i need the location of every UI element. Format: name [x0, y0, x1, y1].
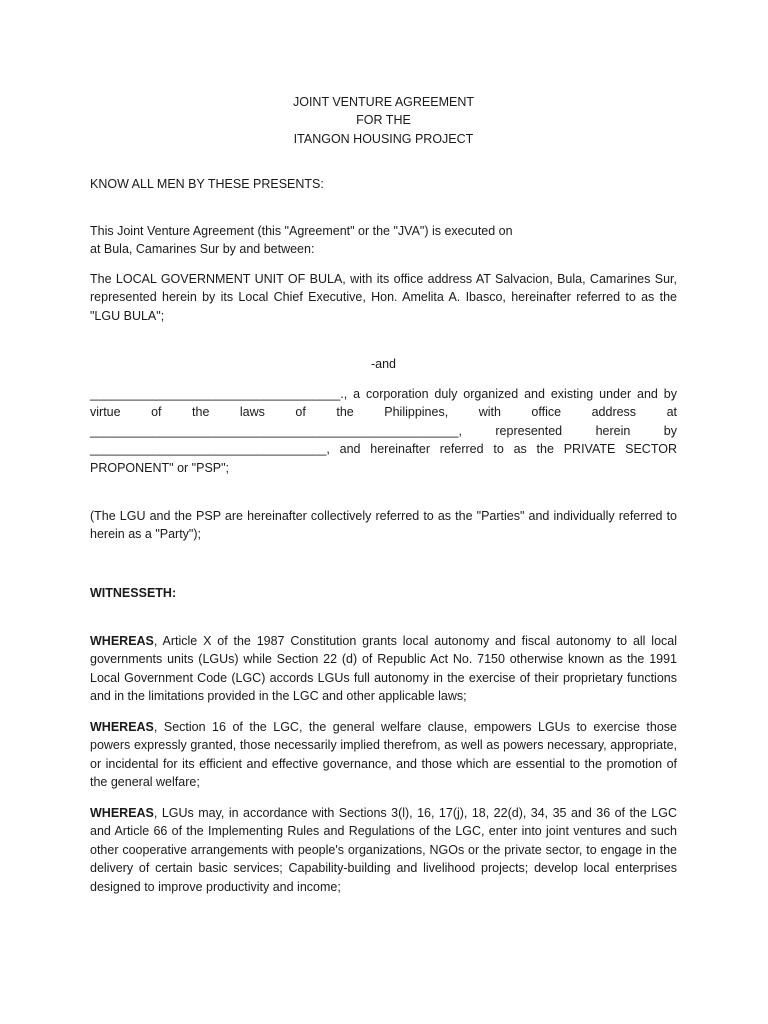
and-separator: -and	[370, 357, 397, 371]
psp-line-5: PROPONENT" or "PSP";	[90, 460, 230, 475]
whereas-lead: WHEREAS	[90, 634, 154, 648]
intro-line-2: at Bula, Camarines Sur by and between:	[90, 242, 315, 257]
whereas-lead: WHEREAS	[90, 720, 154, 734]
witnesseth-heading: WITNESSETH:	[90, 586, 177, 600]
intro-paragraph	[90, 222, 677, 259]
know-all-heading: KNOW ALL MEN BY THESE PRESENTS:	[90, 177, 324, 191]
title-line-2: FOR THE	[356, 113, 411, 128]
title-line-3: ITANGON HOUSING PROJECT	[293, 131, 474, 146]
psp-line-1: ____________________________________., a corporation duly organized and existing under and by	[90, 387, 677, 401]
psp-line-2: virtue of the laws of the Philippines, with office address at	[90, 405, 677, 420]
parties-paragraph: (The LGU and the PSP are hereinafter collectively referred to as the "Parties" and individually referred to herein as a "Party");	[90, 509, 677, 542]
lgu-paragraph: The LOCAL GOVERNMENT UNIT OF BULA, with its office address AT Salvacion, Bula, Camarines Sur, represented herein by its Local Chief Executive, Hon. Amelita A. Ibasco, hereinafter referred to as the "LGU BULA";	[90, 272, 677, 323]
intro-line-1: This Joint Venture Agreement (this "Agreement" or the "JVA") is executed on	[90, 224, 513, 238]
whereas-clause-1	[90, 632, 677, 706]
psp-paragraph	[90, 385, 677, 477]
whereas-text: , LGUs may, in accordance with Sections 3(l), 16, 17(j), 18, 22(d), 34, 35 and 36 of the LGC and Article 66 of the Implementing Rules and Regulations of the LGC, enter into joint ventures and such other cooperative arrangements with people's organizations, NGOs or the private sector, to engage in the delivery of certain basic services; Capability-building and livelihood projects; develop local enterprises designed to improve productivity and income;	[90, 806, 677, 894]
psp-line-3: _____________________________________________________, represented herein by	[90, 423, 677, 438]
whereas-lead: WHEREAS	[90, 806, 154, 820]
title-line-1: JOINT VENTURE AGREEMENT	[292, 95, 475, 109]
whereas-text: , Section 16 of the LGC, the general welfare clause, empowers LGUs to exercise those powers expressly granted, those necessarily implied therefrom, as well as powers necessary, appropriate, or incidental for its efficient and effective governance, and those which are essential to the promotion of the general welfare;	[90, 720, 677, 790]
document-title	[90, 93, 677, 148]
psp-line-4: __________________________________, and hereinafter referred to as the PRIVATE SECTOR	[90, 442, 677, 457]
whereas-clause-2	[90, 718, 677, 792]
whereas-text: , Article X of the 1987 Constitution grants local autonomy and fiscal autonomy to all local governments units (LGUs) while Section 22 (d) of Republic Act No. 7150 otherwise known as the 1991 Local Government Code (LGC) accords LGUs full autonomy in the exercise of their proprietary functions and in the limitations provided in the LGC and other applicable laws;	[90, 634, 677, 704]
whereas-clause-3	[90, 804, 677, 896]
